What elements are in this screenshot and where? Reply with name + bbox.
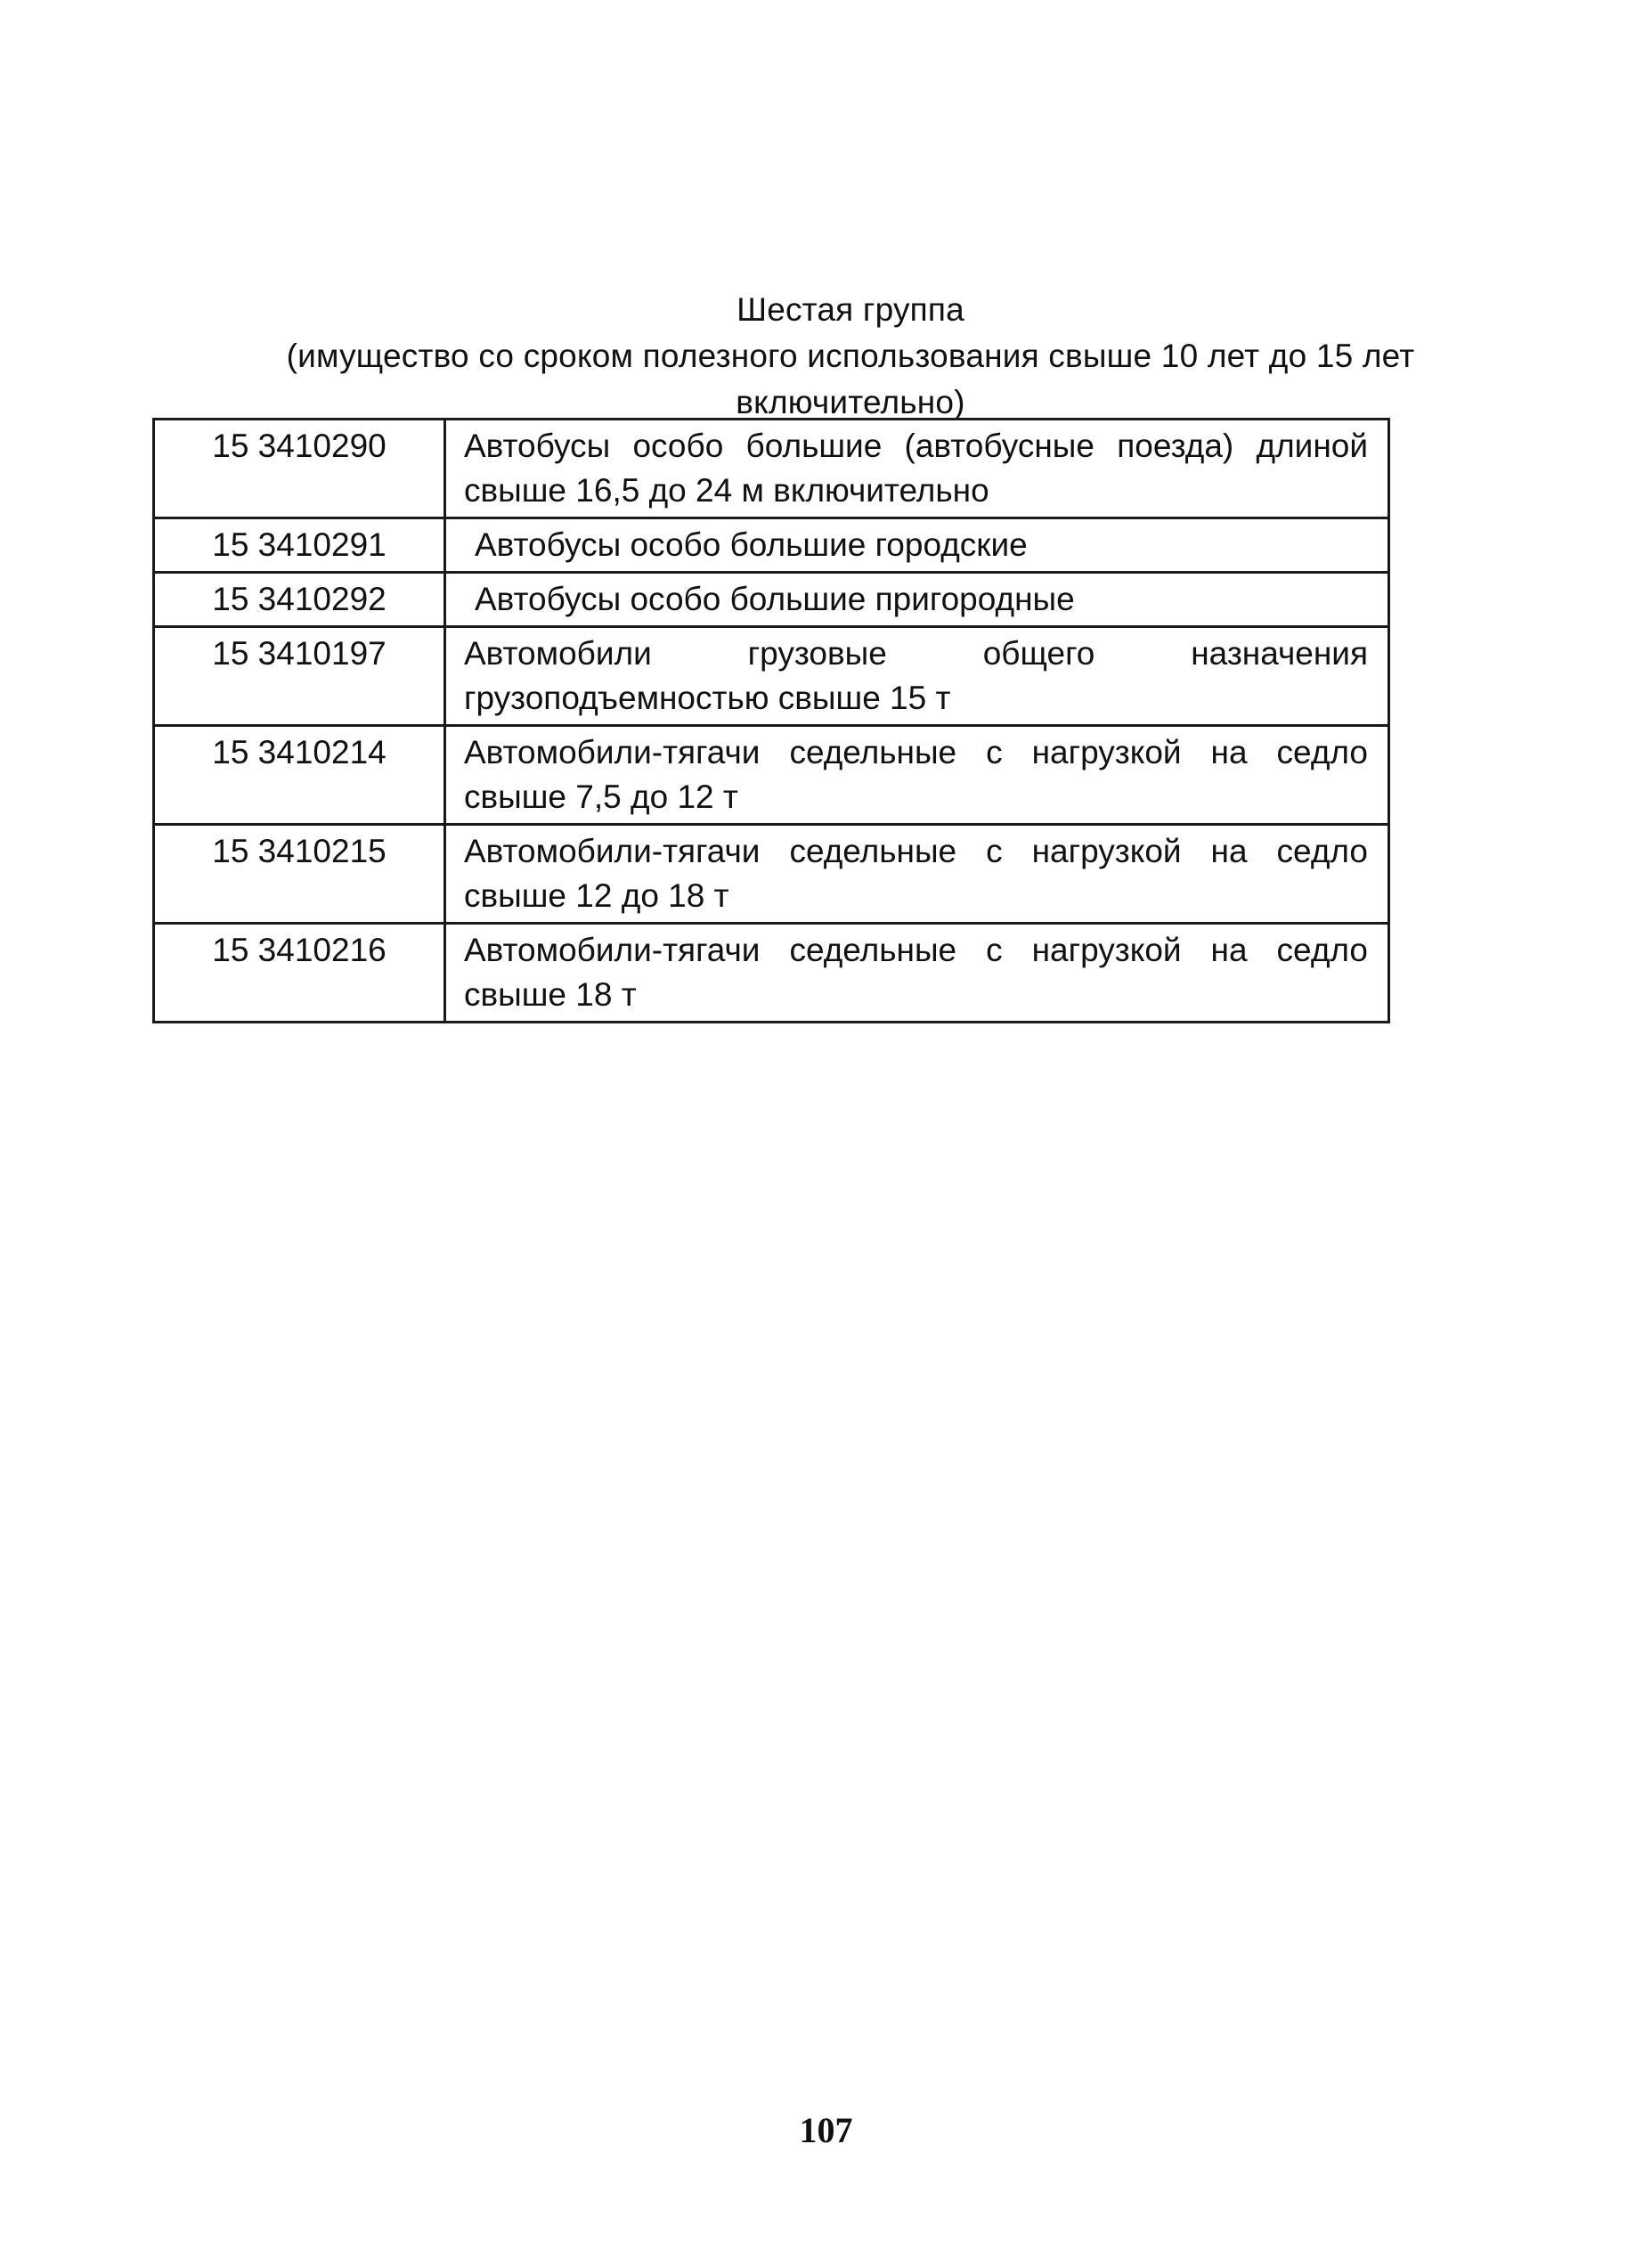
asset-description: Автобусы особо большие (автобусные поезда) длиной свыше 16,5 до 24 м включительно	[445, 420, 1389, 518]
classifier-table	[152, 418, 1390, 1023]
table-row	[154, 924, 1389, 1023]
asset-description: Автомобили-тягачи седельные с нагрузкой на седло свыше 12 до 18 т	[445, 825, 1389, 924]
table-row	[154, 726, 1389, 825]
asset-description: Автомобили-тягачи седельные с нагрузкой на седло свыше 7,5 до 12 т	[445, 726, 1389, 825]
okof-code: 15 3410291	[154, 518, 445, 573]
okof-code: 15 3410216	[154, 924, 445, 1023]
group-subtitle: (имущество со сроком полезного использования свыше 10 лет до 15 лет	[286, 338, 1415, 374]
table-row	[154, 825, 1389, 924]
group-title: Шестая группа	[736, 291, 964, 328]
table-row	[154, 573, 1389, 627]
asset-description: Автомобили-тягачи седельные с нагрузкой на седло свыше 18 т	[445, 924, 1389, 1023]
asset-description: Автобусы особо большие пригородные	[445, 573, 1389, 627]
okof-code: 15 3410292	[154, 573, 445, 627]
okof-code: 15 3410197	[154, 627, 445, 726]
okof-code: 15 3410290	[154, 420, 445, 518]
page-number: 107	[799, 2110, 853, 2150]
okof-code: 15 3410214	[154, 726, 445, 825]
asset-description: Автомобили грузовые общего назначения грузоподъемностью свыше 15 т	[445, 627, 1389, 726]
group-subtitle-continuation: включительно)	[736, 384, 965, 420]
table-row	[154, 420, 1389, 518]
asset-description: Автобусы особо большие городские	[445, 518, 1389, 573]
table-row	[154, 518, 1389, 573]
table-row	[154, 627, 1389, 726]
okof-code: 15 3410215	[154, 825, 445, 924]
